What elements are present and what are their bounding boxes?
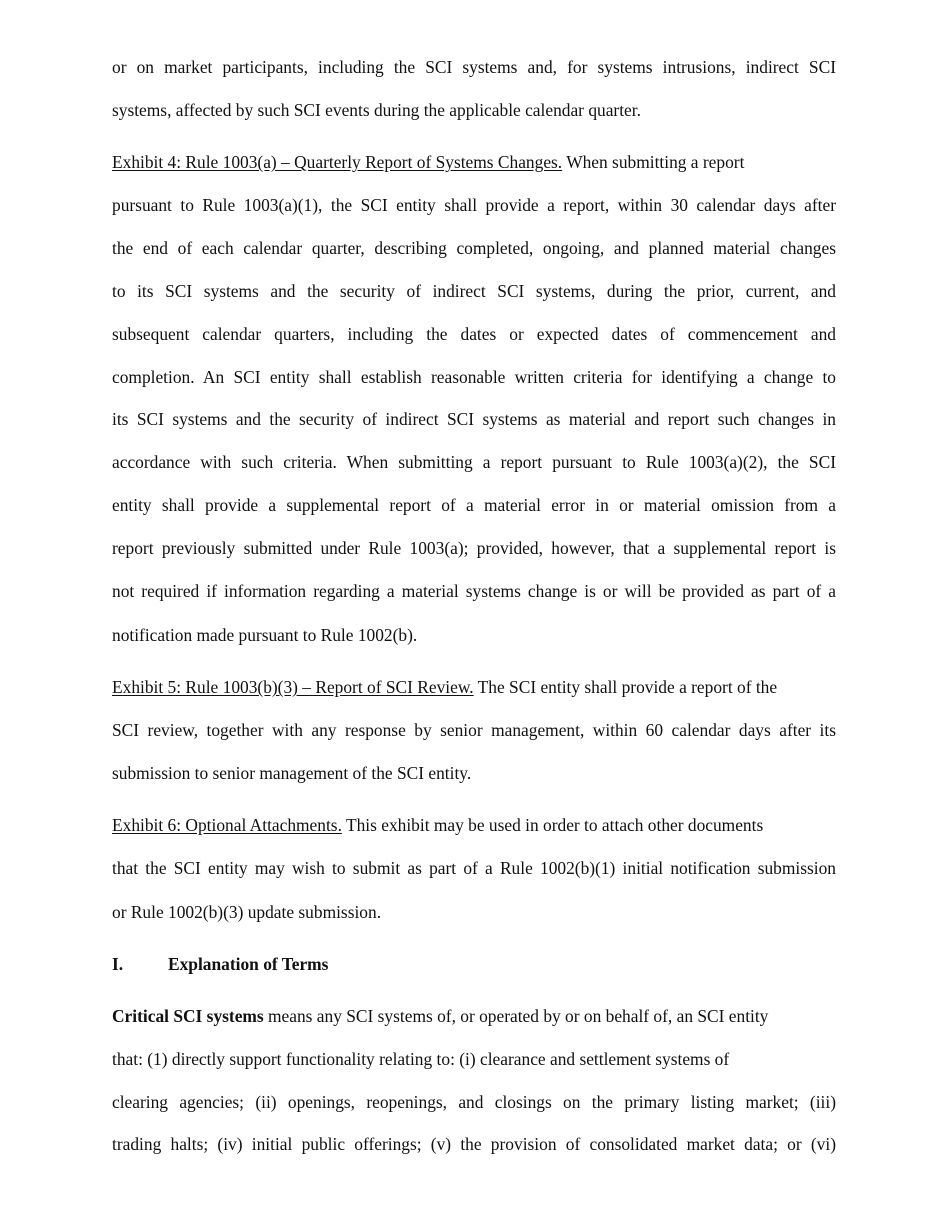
paragraph-line: submission to senior management of the SCI entity. (112, 763, 472, 783)
paragraph-line: the end of each calendar quarter, describing completed, ongoing, and planned material changes (112, 238, 836, 258)
paragraph-line: notification made pursuant to Rule 1002(b). (112, 625, 418, 645)
paragraph-line: pursuant to Rule 1003(a)(1), the SCI entity shall provide a report, within 30 calendar days after (112, 195, 836, 215)
exhibit-6-first-line (112, 814, 763, 836)
paragraph-line: clearing agencies; (ii) openings, reopenings, and closings on the primary listing market; (iii) (112, 1092, 836, 1112)
paragraph-line: entity shall provide a supplemental report of a material error in or material omission from a (112, 495, 836, 515)
definition-text: means any SCI systems of, or operated by or on behalf of, an SCI entity (263, 1006, 769, 1026)
exhibit-4-first-line (112, 151, 744, 173)
paragraph-line: report previously submitted under Rule 1003(a); provided, however, that a supplemental report is (112, 538, 836, 558)
section-number: I. (112, 954, 124, 974)
defined-term: Critical SCI systems (112, 1006, 264, 1026)
paragraph-line: or on market participants, including the SCI systems and, for systems intrusions, indirect SCI (112, 57, 836, 77)
paragraph-line: accordance with such criteria. When submitting a report pursuant to Rule 1003(a)(2), the SCI (112, 452, 836, 472)
paragraph-line: trading halts; (iv) initial public offerings; (v) the provision of consolidated market data; or (vi) (112, 1134, 836, 1154)
definition-first-line (112, 1005, 768, 1027)
paragraph-line: SCI review, together with any response by senior management, within 60 calendar days after its (112, 720, 836, 740)
paragraph-line: to its SCI systems and the security of indirect SCI systems, during the prior, current, and (112, 281, 836, 301)
paragraph-line: or Rule 1002(b)(3) update submission. (112, 902, 382, 922)
paragraph-line: completion. An SCI entity shall establish reasonable written criteria for identifying a change to (112, 367, 836, 387)
exhibit-5-first-line (112, 676, 777, 698)
exhibit-6-text: This exhibit may be used in order to attach other documents (341, 815, 764, 835)
paragraph-line: its SCI systems and the security of indirect SCI systems as material and report such changes in (112, 409, 836, 429)
exhibit-4-heading: Exhibit 4: Rule 1003(a) – Quarterly Report of Systems Changes. (112, 152, 563, 172)
exhibit-5-text: The SCI entity shall provide a report of the (473, 677, 778, 697)
paragraph-line: systems, affected by such SCI events during the applicable calendar quarter. (112, 100, 641, 120)
paragraph-line: not required if information regarding a material systems change is or will be provided as part of a (112, 581, 836, 601)
paragraph-line: that: (1) directly support functionality relating to: (i) clearance and settlement systems of (112, 1049, 730, 1069)
exhibit-5-heading: Exhibit 5: Rule 1003(b)(3) – Report of SCI Review. (112, 677, 474, 697)
paragraph-line: that the SCI entity may wish to submit as part of a Rule 1002(b)(1) initial notification submission (112, 858, 836, 878)
exhibit-6-heading: Exhibit 6: Optional Attachments. (112, 815, 342, 835)
section-title: Explanation of Terms (168, 954, 329, 974)
exhibit-4-text: When submitting a report (562, 152, 745, 172)
paragraph-line: subsequent calendar quarters, including the dates or expected dates of commencement and (112, 324, 836, 344)
